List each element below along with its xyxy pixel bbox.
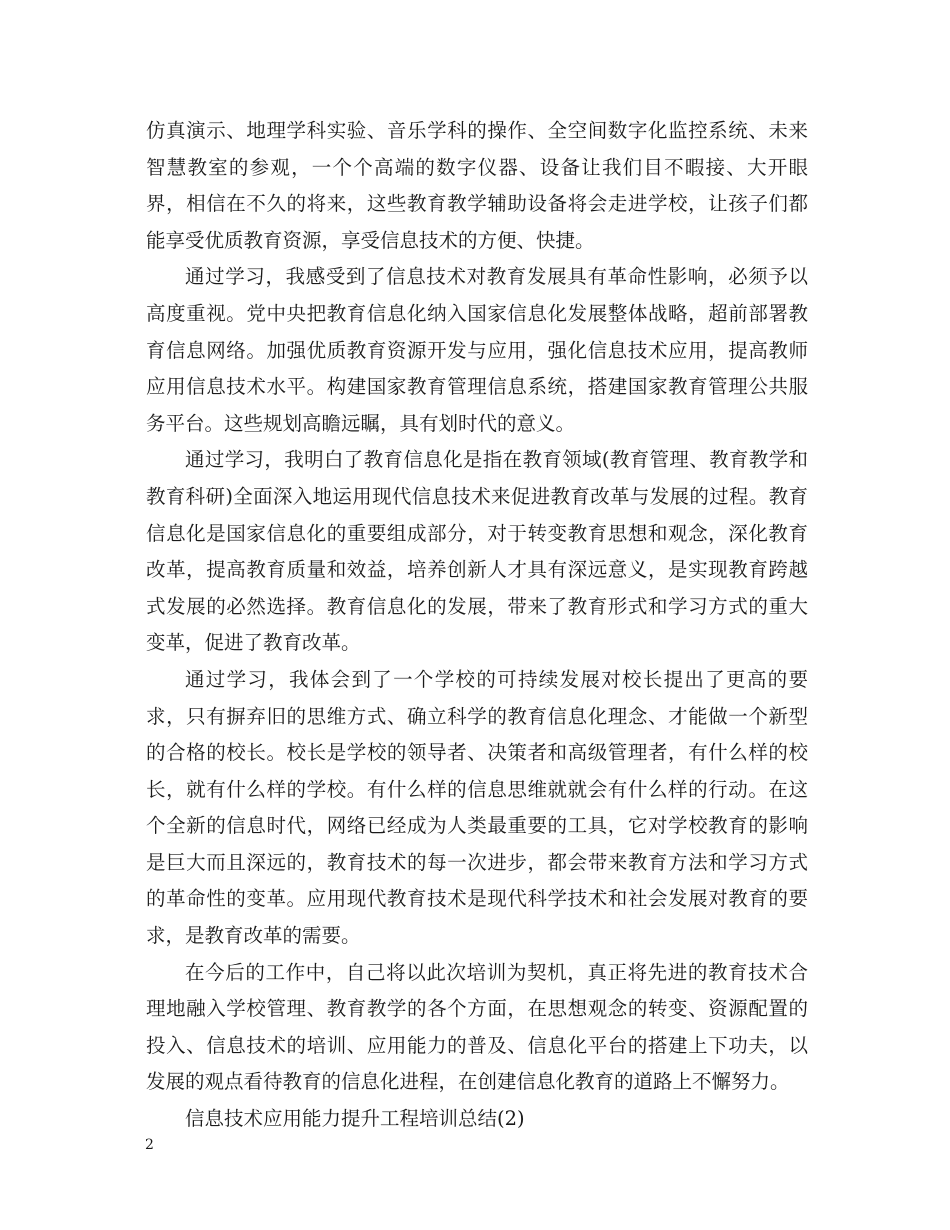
section-heading: 信息技术应用能力提升工程培训总结(2) [185,1107,525,1131]
paragraph-continuation: 仿真演示、地理学科实验、音乐学科的操作、全空间数字化监控系统、未来智慧教室的参观，一个个高端的数字仪器、设备让我们目不暇接、大开眼界，相信在不久的将来，这些教育教学辅助设备将会走进学校，让孩子们都能享受优质教育资源，享受信息技术的方便、快捷。 [146,119,808,252]
paragraph-principal-requirements: 通过学习，我体会到了一个学校的可持续发展对校长提出了更高的要求，只有摒弃旧的思维方式、确立科学的教育信息化理念、才能做一个新型的合格的校长。校长是学校的领导者、决策者和高级管理者，有什么样的校长，就有什么样的学校。有什么样的信息思维就就会有什么样的行动。在这个全新的信息时代，网络已经成为人类最重要的工具，它对学校教育的影响是巨大而且深远的，教育技术的每一次进步，都会带来教育方法和学习方式的革命性的变革。应用现代教育技术是现代科学技术和社会发展对教育的要求，是教育改革的需要。 [146,667,808,948]
page-number: 2 [145,1137,154,1153]
document-body [146,113,808,1138]
paragraph-future-work: 在今后的工作中，自己将以此次培训为契机，真正将先进的教育技术合理地融入学校管理、教育教学的各个方面，在思想观念的转变、资源配置的投入、信息技术的培训、应用能力的普及、信息化平台的搭建上下功夫，以发展的观点看待教育的信息化进程，在创建信息化教育的道路上不懈努力。 [146,960,808,1094]
paragraph-education-informatization: 通过学习，我明白了教育信息化是指在教育领域(教育管理、教育教学和教育科研)全面深入地运用现代信息技术来促进教育改革与发展的过程。教育信息化是国家信息化的重要组成部分，对于转变教育思想和观念，深化教育改革，提高教育质量和效益，培养创新人才具有深远意义，是实现教育跨越式发展的必然选择。教育信息化的发展，带来了教育形式和学习方式的重大变革，促进了教育改革。 [146,448,808,655]
paragraph-revolutionary-impact: 通过学习，我感受到了信息技术对教育发展具有革命性影响，必须予以高度重视。党中央把教育信息化纳入国家信息化发展整体战略，超前部署教育信息网络。加强优质教育资源开发与应用，强化信息技术应用，提高教师应用信息技术水平。构建国家教育管理信息系统，搭建国家教育管理公共服务平台。这些规划高瞻远瞩，具有划时代的意义。 [146,265,808,435]
